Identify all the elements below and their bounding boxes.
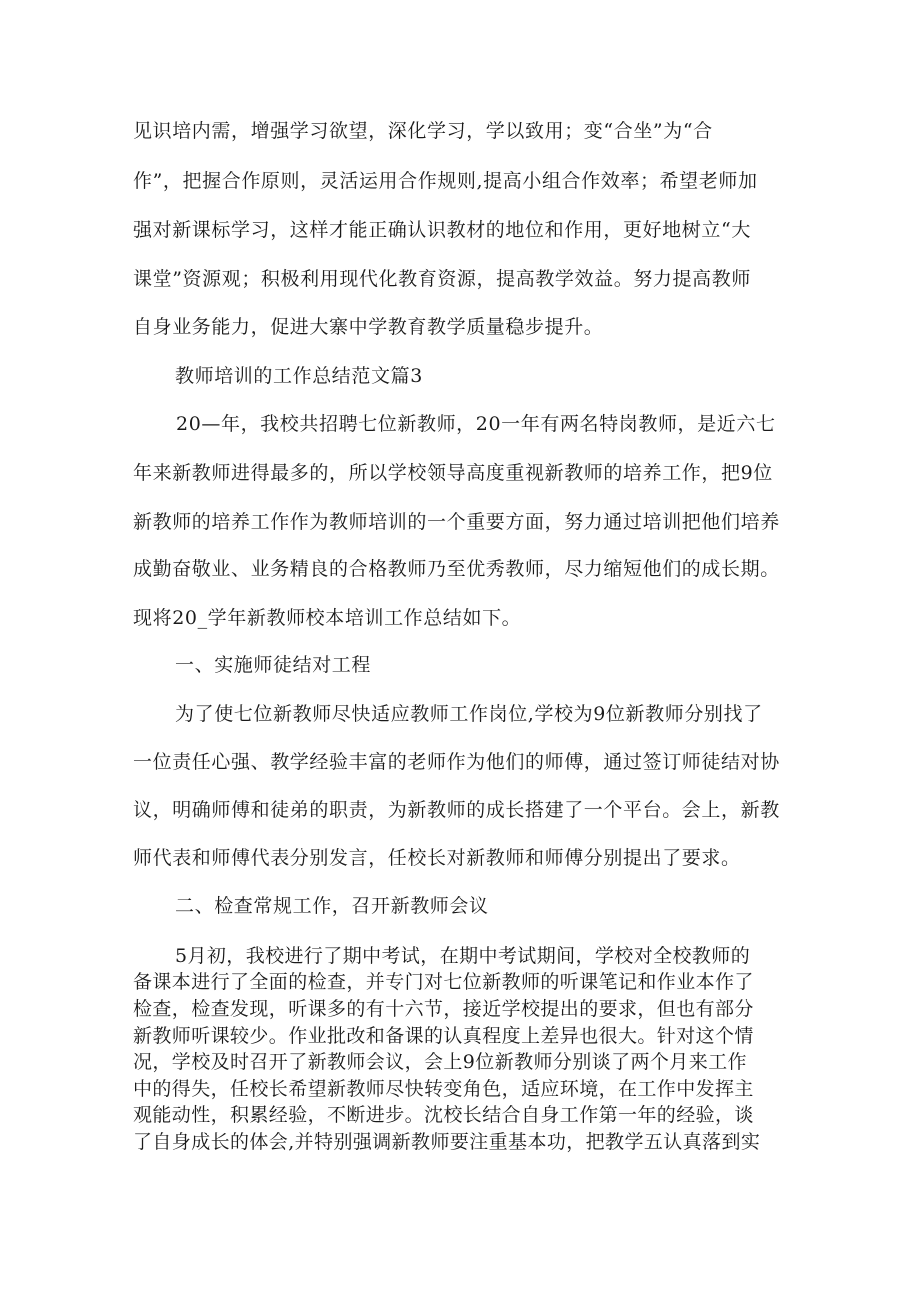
paragraph-3-line-1: 为了使七位新教师尽快适应教师工作岗位,学校为9位新教师分别找了: [175, 703, 763, 725]
paragraph-2-line-3: 新教师的培养工作作为教师培训的一个重要方面，努力通过培训把他们培养: [133, 511, 780, 533]
paragraph-3-line-4: 师代表和师傅代表分别发言，任校长对新教师和师傅分别提出了要求。: [133, 847, 741, 869]
paragraph-2-line-5: 现将20_学年新教师校本培训工作总结如下。: [133, 607, 522, 629]
paragraph-4-line-7: 观能动性，积累经验，不断进步。沈校长结合自身工作第一年的经验，谈: [133, 1104, 754, 1126]
paragraph-1-line-1: 见识培内需，增强学习欲望，深化学习，学以致用；变“合坐”为“合: [133, 120, 713, 142]
paragraph-4-line-6: 中的得失，任校长希望新教师尽快转变角色，适应环境，在工作中发挥主: [133, 1078, 754, 1100]
paragraph-4-line-1: 5月初，我校进行了期中考试，在期中考试期间，学校对全校教师的: [175, 945, 751, 967]
paragraph-2-line-1: 20—年，我校共招聘七位新教师，20一年有两名特岗教师，是近六七: [176, 413, 776, 435]
paragraph-2-line-2: 年来新教师进得最多的，所以学校领导高度重视新教师的培养工作，把9位: [133, 462, 773, 484]
paragraph-1-line-2: 作”，把握合作原则，灵活运用合作规则,提高小组合作效率；希望老师加: [133, 170, 758, 192]
paragraph-1-line-4: 课堂”资源观；积极利用现代化教育资源，提高教学效益。努力提高教师: [133, 268, 751, 290]
paragraph-3-line-2: 一位责任心强、教学经验丰富的老师作为他们的师傅，通过签订师徒结对协: [133, 751, 780, 773]
paragraph-4-line-4: 新教师听课较少。作业批改和备课的认真程度上差异也很大。针对这个情: [133, 1025, 754, 1047]
paragraph-4-line-5: 况，学校及时召开了新教师会议，会上9位新教师分别谈了两个月来工作: [133, 1051, 747, 1073]
heading-article-3: 教师培训的工作总结范文篇3: [175, 365, 423, 387]
paragraph-4-line-2: 备课本进行了全面的检查，并专门对七位新教师的听课笔记和作业本作了: [133, 971, 754, 993]
section-1-title: 一、实施师徒结对工程: [175, 654, 372, 676]
section-2-title: 二、检查常规工作，召开新教师会议: [175, 895, 489, 917]
paragraph-1-line-3: 强对新课标学习，这样才能正确认识教材的地位和作用，更好地树立“大: [133, 219, 751, 241]
paragraph-4-line-8: 了自身成长的体会,并特别强调新教师要注重基本功，把教学五认真落到实: [133, 1131, 761, 1153]
paragraph-4-line-3: 检查，检查发现，听课多的有十六节，接近学校提出的要求，但也有部分: [133, 998, 754, 1020]
paragraph-2-line-4: 成勤奋敬业、业务精良的合格教师乃至优秀教师，尽力缩短他们的成长期。: [133, 558, 780, 580]
paragraph-1-line-5: 自身业务能力，促进大寨中学教育教学质量稳步提升。: [133, 316, 604, 338]
paragraph-3-line-3: 议，明确师傅和徒弟的职责，为新教师的成长搭建了一个平台。会上，新教: [133, 799, 780, 821]
